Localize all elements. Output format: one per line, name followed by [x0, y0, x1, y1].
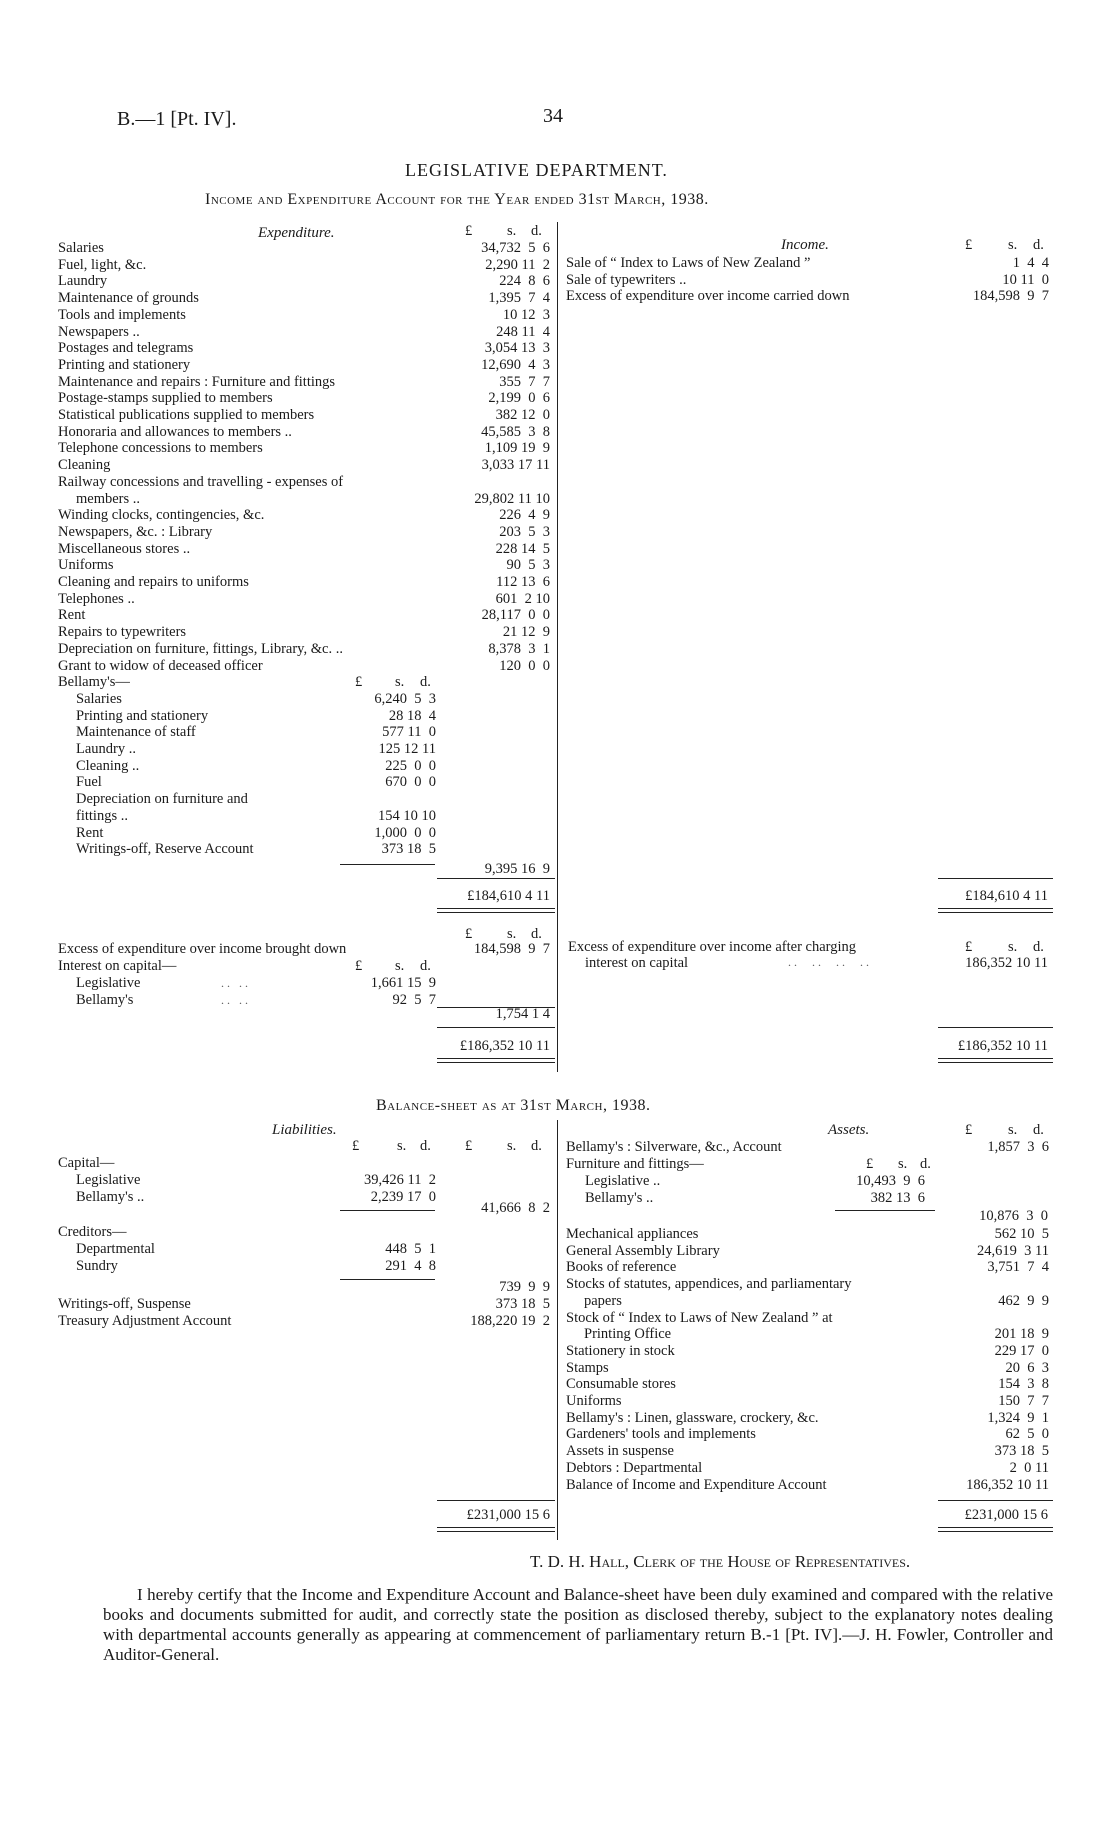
furniture-total: [938, 1208, 1053, 1225]
row-label: Departmental: [76, 1241, 155, 1257]
income-total: £184,610 4 11: [965, 888, 1048, 904]
table-row: [76, 1241, 436, 1258]
row-amount: 1,000 0 0: [374, 824, 436, 841]
row-label: Mechanical appliances: [566, 1226, 699, 1242]
row-amount: 291 4 8: [385, 1257, 436, 1274]
row-amount: 3,054 13 3: [484, 340, 550, 357]
dot-leader: .. ..: [221, 992, 251, 1007]
shilling-header: s.: [507, 223, 517, 239]
row-amount: 562 10 5: [994, 1226, 1049, 1242]
row-amount: 1,661 15 9: [370, 975, 436, 991]
table-row: [566, 1243, 1056, 1260]
row-amount: 184,598 9 7: [473, 941, 550, 957]
row-amount: 20 6 3: [1005, 1359, 1049, 1376]
row-label: Grant to widow of deceased officer: [58, 657, 263, 674]
income-pound-header-2: £: [965, 939, 973, 955]
assets-heading: Assets.: [828, 1122, 870, 1138]
row-amount: 29,802 11 10: [474, 490, 550, 507]
row-label: Printing and stationery: [76, 707, 209, 724]
table-row: [566, 1426, 1056, 1443]
row-label: Balance of Income and Expenditure Account: [566, 1476, 827, 1493]
row-label: Postages and telegrams: [58, 340, 194, 357]
row-label: Sale of “ Index to Laws of New Zealand ”: [566, 255, 811, 271]
dot-leader: .. ..: [221, 976, 251, 990]
currency-symbol: £: [355, 674, 363, 691]
table-row: [58, 290, 553, 307]
row-label: Newspapers ..: [58, 323, 140, 340]
row-amount: 2 0 11: [1009, 1459, 1049, 1476]
row-amount: 1 4 4: [1012, 255, 1049, 271]
table-row: [58, 307, 553, 324]
row-label: Sale of typewriters ..: [566, 271, 687, 288]
table-row: [58, 240, 553, 257]
row-label: Bellamy's ..: [76, 1188, 145, 1205]
asset-double-rule: [938, 1527, 1053, 1532]
table-row: [58, 507, 553, 524]
table-row: [58, 273, 553, 290]
table-row: [58, 357, 553, 374]
creditors-heading: [58, 1224, 553, 1241]
row-label: Statistical publications supplied to members: [58, 407, 315, 423]
row-amount: 373 18 5: [994, 1443, 1049, 1460]
pound-header-2: £: [465, 926, 473, 942]
row-label: Cleaning: [58, 457, 111, 474]
row-label: Rent: [76, 824, 104, 841]
table-row: [76, 825, 436, 842]
expenditure-total: £184,610 4 11: [467, 888, 550, 904]
table-row: [58, 641, 553, 658]
table-row: [58, 390, 553, 407]
pound-header: £: [465, 223, 473, 239]
row-label: Maintenance and repairs : Furniture and fittings: [58, 373, 336, 390]
row-label: Salaries: [76, 690, 122, 707]
row-label: Legislative: [76, 1172, 141, 1188]
table-row: [566, 1139, 1056, 1156]
table-row: [58, 624, 553, 641]
balance-sheet-title: Balance-sheet as at 31st March, 1938.: [376, 1097, 651, 1114]
liab-double-rule: [437, 1527, 555, 1532]
income-shilling-header: s.: [1008, 237, 1018, 253]
assets-pence-header: d.: [1033, 1122, 1044, 1138]
table-row: [58, 440, 553, 457]
table-row: [76, 1189, 436, 1206]
liabilities-heading: Liabilities.: [272, 1122, 337, 1138]
row-label: General Assembly Library: [566, 1242, 720, 1259]
bellamys-subtotal-rule: [340, 864, 435, 865]
liab-shilling-header-2: s.: [507, 1138, 517, 1154]
exp-total-double-rule: [437, 908, 555, 913]
row-label: Writings-off, Suspense: [58, 1296, 191, 1312]
row-label: Bellamy's : Silverware, &c., Account: [566, 1139, 782, 1155]
currency-symbol: d.: [920, 1156, 931, 1172]
row-amount: 10 11 0: [1002, 271, 1049, 288]
row-amount: 28,117 0 0: [481, 607, 550, 624]
row-amount: 186,352 10 11: [966, 1476, 1049, 1493]
row-amount: 34,732 5 6: [481, 240, 550, 256]
row-label: Laundry ..: [76, 741, 136, 757]
row-label: Printing Office: [584, 1326, 672, 1343]
row-amount: 382 12 0: [495, 407, 550, 423]
table-row: [58, 1313, 553, 1330]
table-row: [76, 808, 436, 825]
table-row: [58, 541, 553, 558]
row-amount: 225 0 0: [385, 757, 436, 774]
income-heading: Income.: [781, 237, 829, 253]
row-label: Bellamy's: [76, 991, 134, 1008]
row-label: Repairs to typewriters: [58, 624, 187, 641]
row-label: Cleaning ..: [76, 757, 140, 774]
row-amount: 1,857 3 6: [987, 1139, 1049, 1155]
row-amount: 248 11 4: [496, 323, 550, 340]
table-row: [76, 1258, 436, 1275]
row-amount: 373 18 5: [495, 1296, 550, 1312]
row-amount: 226 4 9: [499, 507, 550, 524]
row-amount: 21 12 9: [502, 624, 550, 641]
row-amount: 224 8 6: [499, 273, 550, 290]
row-label: fittings ..: [76, 807, 128, 824]
table-row: [76, 741, 436, 758]
table-row: [58, 557, 553, 574]
currency-symbol: d.: [420, 958, 431, 974]
shilling-header-2: s.: [507, 926, 517, 942]
exp-total-rule: [437, 878, 555, 879]
income-excess-line2: interest on capital: [585, 955, 689, 971]
row-amount: 448 5 1: [385, 1241, 436, 1257]
row-label: Bellamy's ..: [585, 1189, 654, 1206]
table-row: [566, 1326, 1056, 1343]
row-label: Rent: [58, 607, 86, 624]
row-amount: 382 13 6: [870, 1189, 925, 1206]
income-pence-header-2: d.: [1033, 939, 1044, 955]
table-row: [566, 1259, 1056, 1276]
table-row: [76, 708, 436, 725]
row-amount: 90 5 3: [506, 557, 550, 574]
row-amount: 154 3 8: [998, 1376, 1049, 1393]
table-row: [58, 457, 553, 474]
inc2-total-rule: [938, 1027, 1053, 1028]
row-label: Maintenance of grounds: [58, 290, 199, 307]
table-row: [58, 941, 553, 958]
pence-header: d.: [531, 223, 542, 239]
row-label: Stocks of statutes, appendices, and parliamentary: [566, 1276, 852, 1293]
row-label: Depreciation on furniture, fittings, Library, &c. ..: [58, 640, 343, 657]
row-amount: 6,240 5 3: [374, 690, 436, 707]
row-amount: 577 11 0: [382, 724, 436, 741]
assets-total: £231,000 15 6: [964, 1507, 1048, 1523]
asset-total-rule: [938, 1500, 1053, 1501]
dot-leader: .. .. .. ..: [788, 955, 872, 969]
row-label: Excess of expenditure over income carried down: [566, 288, 850, 305]
row-amount: 1,109 19 9: [484, 440, 550, 457]
row-label: Winding clocks, contingencies, &c.: [58, 507, 265, 524]
report-reference: B.—1 [Pt. IV].: [117, 108, 237, 130]
inc-total-rule: [938, 878, 1053, 879]
capital-total: [437, 1200, 555, 1217]
row-label: Uniforms: [58, 557, 114, 574]
account-title: Income and Expenditure Account for the Year ended 31st March, 1938.: [205, 191, 709, 208]
income-pence-header: d.: [1033, 237, 1044, 253]
row-label: Uniforms: [566, 1393, 622, 1409]
row-label: Miscellaneous stores ..: [58, 540, 191, 557]
row-label: Salaries: [58, 240, 104, 256]
liab-pence-header-2: d.: [531, 1138, 542, 1154]
furniture-subtotal-rule: [835, 1210, 935, 1211]
row-label: Debtors : Departmental: [566, 1459, 703, 1476]
row-label: Books of reference: [566, 1259, 677, 1276]
table-row: [566, 1477, 1056, 1494]
row-label: Legislative: [76, 975, 141, 991]
expenditure-second-total: £186,352 10 11: [459, 1038, 550, 1054]
table-row: [566, 1310, 1056, 1327]
income-excess-amount: 186,352 10 11: [965, 955, 1048, 971]
table-row: [566, 1376, 1056, 1393]
row-amount: 24,619 3 11: [977, 1242, 1049, 1259]
table-row: [566, 1226, 1056, 1243]
table-row: [566, 272, 1056, 289]
row-label: Stationery in stock: [566, 1342, 675, 1359]
table-row: [58, 407, 553, 424]
row-label: Furniture and fittings—: [566, 1156, 704, 1172]
row-label: Stock of “ Index to Laws of New Zealand ” at: [566, 1309, 833, 1326]
row-amount: 12,690 4 3: [481, 356, 550, 373]
row-amount: 92 5 7: [392, 991, 436, 1008]
table-row: [566, 1293, 1056, 1310]
liab-shilling-header: s.: [397, 1138, 407, 1154]
table-row: [566, 1360, 1056, 1377]
row-amount: 228 14 5: [495, 540, 550, 557]
row-amount: 2,199 0 6: [488, 390, 550, 407]
table-row: [585, 1190, 935, 1207]
table-row: [58, 257, 553, 274]
table-row: [566, 255, 1056, 272]
table-row: [58, 591, 553, 608]
row-label: Legislative ..: [585, 1173, 661, 1189]
row-label: Printing and stationery: [58, 356, 191, 373]
table-row: [76, 758, 436, 775]
row-amount: 62 5 0: [1005, 1426, 1049, 1443]
table-row: [566, 1460, 1056, 1477]
interest-total: 1,754 1 4: [495, 1006, 550, 1022]
row-amount: 184,598 9 7: [972, 288, 1049, 305]
table-row: [58, 1296, 553, 1313]
table-row: [58, 491, 553, 508]
row-label: papers: [584, 1292, 622, 1309]
row-amount: 120 0 0: [499, 657, 550, 674]
row-label: members ..: [76, 490, 141, 507]
currency-symbol: d.: [420, 674, 431, 691]
row-label: Interest on capital—: [58, 957, 177, 974]
furniture-heading: [566, 1156, 1056, 1173]
row-amount: 10,493 9 6: [856, 1173, 925, 1189]
row-amount: 28 18 4: [388, 707, 436, 724]
row-amount: 355 7 7: [499, 373, 550, 390]
table-row: [76, 724, 436, 741]
table-row: [566, 1343, 1056, 1360]
liabilities-total: £231,000 15 6: [466, 1507, 550, 1523]
income-second-total: £186,352 10 11: [957, 1038, 1048, 1054]
column-divider: [557, 222, 558, 1072]
row-label: Telephones ..: [58, 590, 135, 607]
row-amount: 10,876 3 0: [979, 1208, 1048, 1224]
capital-subtotal-rule: [340, 1210, 435, 1211]
page-number: 34: [543, 105, 563, 127]
row-label: Bellamy's : Linen, glassware, crockery, &c.: [566, 1409, 819, 1426]
row-label: Maintenance of staff: [76, 724, 196, 741]
exp2-total-rule: [437, 1027, 555, 1028]
bellamys-currency-header: [345, 674, 465, 691]
row-amount: 39,426 11 2: [364, 1172, 436, 1188]
creditors-subtotal-rule: [340, 1279, 435, 1280]
row-label: Fuel: [76, 774, 102, 791]
row-amount: 229 17 0: [994, 1342, 1049, 1359]
furniture-currency-header: [838, 1156, 938, 1173]
row-label: Bellamy's—: [58, 674, 130, 691]
row-label: Assets in suspense: [566, 1443, 674, 1460]
table-row: [76, 1172, 436, 1189]
row-label: Treasury Adjustment Account: [58, 1313, 232, 1329]
row-amount: 8,378 3 1: [488, 640, 550, 657]
row-amount: 3,033 17 11: [481, 457, 550, 474]
inc-total-double-rule: [938, 908, 1053, 913]
row-label: Newspapers, &c. : Library: [58, 523, 213, 540]
currency-symbol: s.: [898, 1156, 908, 1172]
row-amount: 188,220 19 2: [470, 1313, 550, 1329]
table-row: [58, 474, 553, 491]
row-label: Honoraria and allowances to members ..: [58, 423, 292, 440]
creditors-total: [437, 1279, 555, 1296]
bellamys-total: [437, 861, 555, 878]
row-label: Tools and implements: [58, 306, 186, 323]
table-row: [566, 1410, 1056, 1427]
currency-symbol: £: [866, 1156, 874, 1172]
row-label: Depreciation on furniture and: [76, 791, 248, 808]
table-row: [58, 607, 553, 624]
liab-pence-header: d.: [420, 1138, 431, 1154]
table-row: [566, 288, 1056, 305]
income-excess-line1: Excess of expenditure over income after charging: [568, 939, 857, 955]
row-label: Excess of expenditure over income brought down: [58, 941, 347, 957]
row-amount: 1,324 9 1: [987, 1409, 1049, 1426]
row-label: Creditors—: [58, 1224, 127, 1240]
table-row: [76, 975, 436, 992]
table-row: [76, 774, 436, 791]
table-row: [566, 1393, 1056, 1410]
row-label: Gardeners' tools and implements: [566, 1426, 756, 1443]
table-row: [58, 340, 553, 357]
row-amount: 3,751 7 4: [987, 1259, 1049, 1276]
row-label: Writings-off, Reserve Account: [76, 841, 254, 858]
clerk-signature: T. D. H. Hall, Clerk of the House of Representatives.: [530, 1552, 911, 1571]
liab-total-rule: [437, 1500, 555, 1501]
table-row: [76, 992, 436, 1009]
currency-symbol: £: [355, 958, 363, 974]
table-row: [76, 691, 436, 708]
table-row: [58, 324, 553, 341]
assets-shilling-header: s.: [1008, 1122, 1018, 1138]
audit-certificate: I hereby certify that the Income and Expenditure Account and Balance-sheet have been duly examined and compared with the relative books and documents submitted for audit, and correctly state the position as disclosed thereby, subject to the explanatory notes dealing with departmental accounts generally as appearing at commencement of parliamentary return B.-1 [Pt. IV].—J. H. Fowler, Controller and Auditor-General.: [103, 1585, 1053, 1664]
balance-divider: [557, 1120, 558, 1540]
expenditure-heading: Expenditure.: [258, 225, 335, 241]
row-amount: 601 2 10: [495, 590, 550, 607]
table-row: [566, 1276, 1056, 1293]
interest-currency-header: [345, 958, 465, 975]
table-row: [58, 574, 553, 591]
table-row: [76, 791, 436, 808]
row-label: Postage-stamps supplied to members: [58, 390, 273, 407]
row-amount: 739 9 9: [499, 1279, 550, 1295]
row-amount: 45,585 3 8: [481, 423, 550, 440]
row-amount: 41,666 8 2: [481, 1200, 550, 1216]
assets-pound-header: £: [965, 1122, 973, 1138]
row-amount: 2,239 17 0: [370, 1188, 436, 1205]
currency-symbol: s.: [395, 674, 405, 691]
row-amount: 125 12 11: [378, 741, 436, 757]
income-shilling-header-2: s.: [1008, 939, 1018, 955]
row-label: Railway concessions and travelling - expenses of: [58, 473, 344, 490]
row-amount: 154 10 10: [378, 807, 436, 824]
row-amount: 150 7 7: [998, 1393, 1049, 1409]
table-row: [58, 374, 553, 391]
inc2-double-rule: [938, 1058, 1053, 1063]
row-label: Cleaning and repairs to uniforms: [58, 574, 249, 590]
row-label: Fuel, light, &c.: [58, 256, 147, 273]
table-row: [58, 424, 553, 441]
table-row: [566, 1443, 1056, 1460]
table-row: [585, 1173, 935, 1190]
department-heading: LEGISLATIVE DEPARTMENT.: [405, 160, 668, 180]
row-amount: 373 18 5: [381, 841, 436, 858]
row-amount: 2,290 11 2: [485, 256, 550, 273]
row-amount: 203 5 3: [499, 523, 550, 540]
row-amount: 201 18 9: [994, 1326, 1049, 1343]
row-amount: 10 12 3: [502, 306, 550, 323]
row-amount: 670 0 0: [385, 774, 436, 791]
row-amount: 462 9 9: [998, 1292, 1049, 1309]
currency-symbol: s.: [395, 958, 405, 974]
table-row: [76, 841, 436, 858]
table-row: [58, 658, 553, 675]
liab-pound-header-2: £: [465, 1138, 473, 1154]
pence-header-2: d.: [531, 926, 542, 942]
row-label: Stamps: [566, 1359, 609, 1376]
row-amount: 1,395 7 4: [488, 290, 550, 307]
row-label: Laundry: [58, 273, 108, 290]
exp2-double-rule: [437, 1058, 555, 1063]
row-label: Capital—: [58, 1155, 115, 1171]
row-label: Telephone concessions to members: [58, 440, 263, 457]
income-pound-header: £: [965, 237, 973, 253]
row-amount: 112 13 6: [496, 574, 550, 590]
table-row: [58, 524, 553, 541]
row-label: Sundry: [76, 1257, 118, 1274]
row-label: Consumable stores: [566, 1376, 676, 1393]
capital-heading: [58, 1155, 553, 1172]
bellamys-heading: [58, 674, 553, 691]
liab-pound-header: £: [352, 1138, 360, 1154]
row-amount: 9,395 16 9: [484, 860, 550, 877]
table-row: [58, 958, 553, 975]
